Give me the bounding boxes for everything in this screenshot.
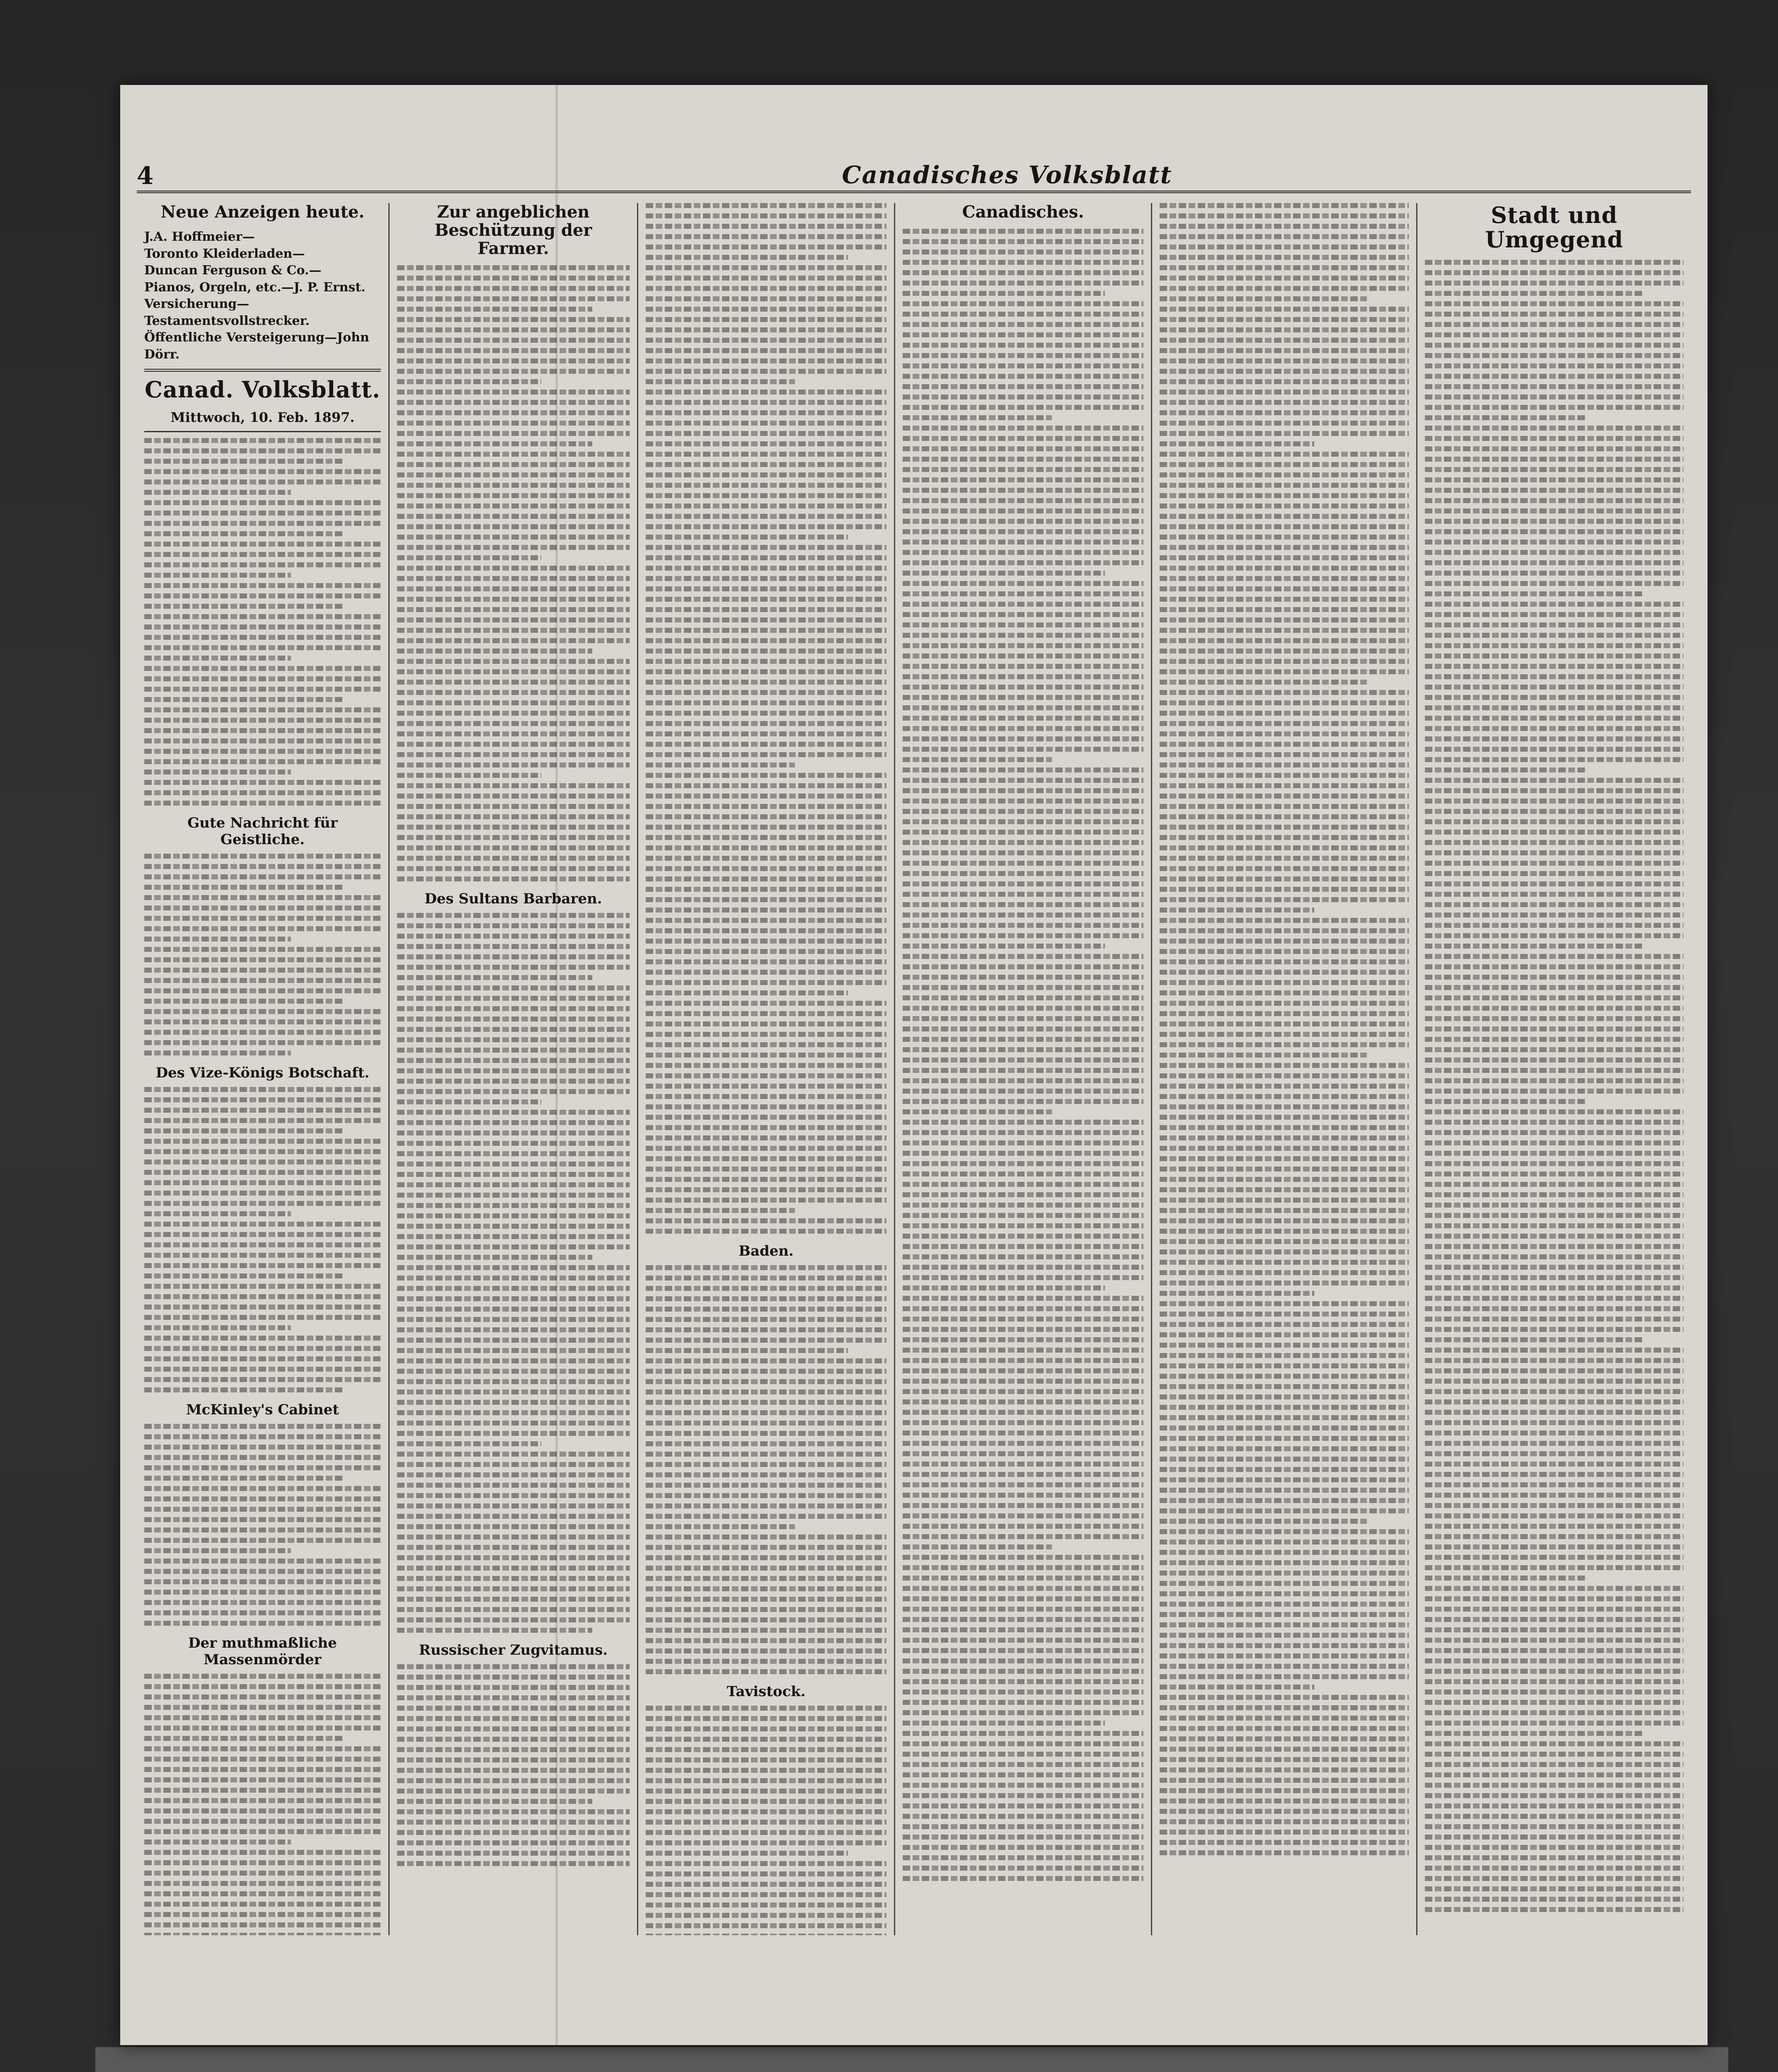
- article-text: [397, 1664, 630, 1866]
- article-text: [397, 265, 630, 881]
- section-heading: Baden.: [739, 1243, 794, 1259]
- new-ads-heading: Neue Anzeigen heute.: [160, 203, 365, 222]
- section-heading: Des Sultans Barbaren.: [424, 891, 602, 907]
- article-text: [903, 229, 1143, 1881]
- page-header: [137, 157, 1691, 193]
- section-heading: Tavistock.: [727, 1683, 806, 1700]
- column-2: [390, 203, 638, 1935]
- ad-line: Versicherung—Testamentsvollstrecker.: [144, 297, 310, 328]
- article-text: [144, 854, 381, 1055]
- column-6: [1417, 203, 1691, 1935]
- ad-line: J.A. Hoffmeier—: [144, 230, 255, 244]
- article-text: [646, 203, 887, 1234]
- new-ads-list: [144, 229, 381, 363]
- article-heading: Zur angeblichen Beschützung der Farmer.: [434, 203, 592, 258]
- ad-line: Öffentliche Versteigerung—John Dörr.: [144, 330, 369, 362]
- column-1: [137, 203, 390, 1935]
- divider: [144, 431, 381, 432]
- column-5: [1152, 203, 1417, 1935]
- article-text: [144, 1424, 381, 1626]
- newspaper-page: [120, 85, 1708, 2045]
- film-margin: [95, 2047, 1728, 2072]
- article-text: [144, 1087, 381, 1392]
- article-text: [646, 1265, 887, 1674]
- article-text: [397, 913, 630, 1633]
- article-text: [1425, 260, 1684, 1912]
- paper-title: Canad. Volksblatt.: [145, 376, 380, 403]
- issue-date: Mittwoch, 10. Feb. 1897.: [170, 409, 355, 426]
- section-heading: Der muthmaßliche Massenmörder: [188, 1635, 337, 1668]
- ad-line: Pianos, Orgeln, etc.—J. P. Ernst.: [144, 280, 366, 295]
- ad-line: Duncan Ferguson & Co.—: [144, 263, 322, 278]
- divider: [144, 369, 381, 372]
- masthead-title: Canadisches Volksblatt: [842, 161, 1172, 189]
- article-heading: Canadisches.: [962, 203, 1084, 222]
- section-heading: McKinley's Cabinet: [186, 1402, 339, 1418]
- section-heading: Gute Nachricht für Geistliche.: [187, 815, 338, 848]
- local-news-heading: Stadt und Umgegend: [1485, 203, 1623, 253]
- section-heading: Des Vize-Königs Botschaft.: [155, 1065, 370, 1082]
- page-number: 4: [137, 162, 154, 190]
- article-text: [144, 1674, 381, 1935]
- column-3: [638, 203, 895, 1935]
- article-text: [646, 1706, 887, 1935]
- section-heading: Russischer Zugvitamus.: [419, 1642, 608, 1658]
- ad-line: Toronto Kleiderladen—: [144, 246, 305, 261]
- article-text: [1160, 203, 1409, 1855]
- column-4: [895, 203, 1152, 1935]
- article-text: [144, 438, 381, 806]
